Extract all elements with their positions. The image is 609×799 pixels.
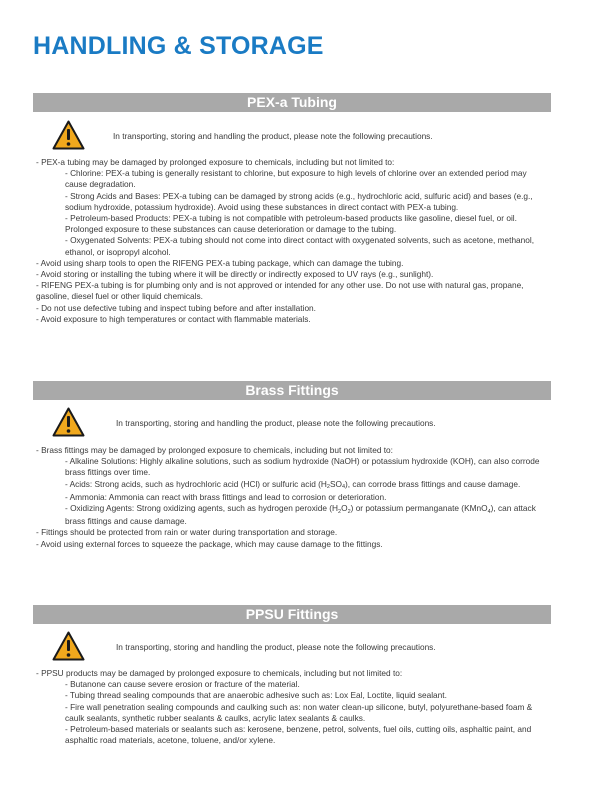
list-item: - Avoid using external forces to squeeze the package, which may cause damage to the fittings. xyxy=(36,538,383,549)
page-title: HANDLING & STORAGE xyxy=(33,32,324,60)
sub-list-item: - Petroleum-based materials or sealants such as: kerosene, benzene, petrol, solvents, fuel oils, cutting oils, asphaltic paint, and asphaltic road materials, acetone, toluene, and/or xylene. xyxy=(65,724,532,746)
list-item: - Avoid exposure to high temperatures or contact with flammable materials. xyxy=(36,313,311,324)
sub-list-item: - Oxidizing Agents: Strong oxidizing agents, such as hydrogen peroxide $(H_2O_2)$ or potassium permanganate (KMnO$_4$), can attack brass fittings and cause damage. xyxy=(65,503,536,527)
list-item: - Do not use defective tubing and inspect tubing before and after installation. xyxy=(36,302,316,313)
section-intro: In transporting, storing and handling the product, please note the following precautions. xyxy=(116,642,436,652)
sub-list-item: - Fire wall penetration sealing compounds and caulking such as: non water clean-up silicone, butyl, polyurethane-based foam & caulk sealants, synthetic rubber sealants & caulks, acrylic latex sealants & caulks. xyxy=(65,701,533,723)
sub-list-item: - Chlorine: PEX-a tubing is generally resistant to chlorine, but exposure to high levels of chlorine over an extended period may cause degradation. xyxy=(65,168,527,190)
warning-triangle-icon xyxy=(52,407,85,437)
list-item: - Avoid storing or installing the tubing where it will be directly or indirectly exposed to UV rays (e.g., sunlight). xyxy=(36,269,434,280)
list-item: - Fittings should be protected from rain or water during transportation and storage. xyxy=(36,527,338,538)
list-item: - PEX-a tubing may be damaged by prolonged exposure to chemicals, including but not limited to: xyxy=(36,157,395,167)
sub-list-item: - Acids: Strong acids, such as hydrochloric acid (HCl) or sulfuric acid $(H_2SO_4)$, can corrode brass fittings and cause damage. xyxy=(65,478,521,491)
list-item: - PPSU products may be damaged by prolonged exposure to chemicals, including but not limited to: xyxy=(36,668,403,678)
sub-list-item: - Butanone can cause severe erosion or fracture of the material. xyxy=(65,679,300,690)
section-intro: In transporting, storing and handling the product, please note the following precautions. xyxy=(116,418,436,428)
sub-list-item: - Strong Acids and Bases: PEX-a tubing can be damaged by strong acids (e.g., hydrochloric acid, sulfuric acid) and bases (e.g., sodium hydroxide, potassium hydroxide). Avoid using these substances in direct contact with PEX-a tubing. xyxy=(65,190,533,212)
sub-list-item: - Alkaline Solutions: Highly alkaline solutions, such as sodium hydroxide (NaOH) or potassium hydroxide (KOH), can also corrode brass fittings over time. xyxy=(65,456,540,478)
section-content-brass xyxy=(36,445,546,550)
sub-list-item: - Petroleum-based Products: PEX-a tubing is not compatible with petroleum-based products like gasoline, diesel fuel, or oil. Prolonged exposure to these substances can cause deterioration or damage to the tubing. xyxy=(65,213,517,235)
section-header-pex-a-tubing: PEX-a Tubing xyxy=(33,93,551,112)
list-item: - Brass fittings may be damaged by prolonged exposure to chemicals, including but not limited to: xyxy=(36,445,393,455)
sub-list-item: - Tubing thread sealing compounds that are anaerobic adhesive such as: Lox Eal, Loctite, liquid sealant. xyxy=(65,690,447,701)
sub-list-item: - Ammonia: Ammonia can react with brass fittings and lead to corrosion or deterioration. xyxy=(65,491,387,502)
section-content-pex-a xyxy=(36,157,546,325)
warning-triangle-icon xyxy=(52,631,85,661)
section-content-ppsu xyxy=(36,668,546,746)
list-item: - Avoid using sharp tools to open the RIFENG PEX-a tubing package, which can damage the tubing. xyxy=(36,257,404,268)
list-item: - RIFENG PEX-a tubing is for plumbing only and is not approved or intended for any other use. Do not use with natural gas, propane, gasoline, diesel fuel or other liquid chemicals. xyxy=(36,280,524,302)
section-header-ppsu-fittings: PPSU Fittings xyxy=(33,605,551,624)
section-header-brass-fittings: Brass Fittings xyxy=(33,381,551,400)
sub-list-item: - Oxygenated Solvents: PEX-a tubing should not come into direct contact with oxygenated solvents, such as acetone, methanol, ethanol, or isopropyl alcohol. xyxy=(65,235,535,257)
warning-triangle-icon xyxy=(52,120,85,150)
section-intro: In transporting, storing and handling the product, please note the following precautions. xyxy=(113,131,433,141)
